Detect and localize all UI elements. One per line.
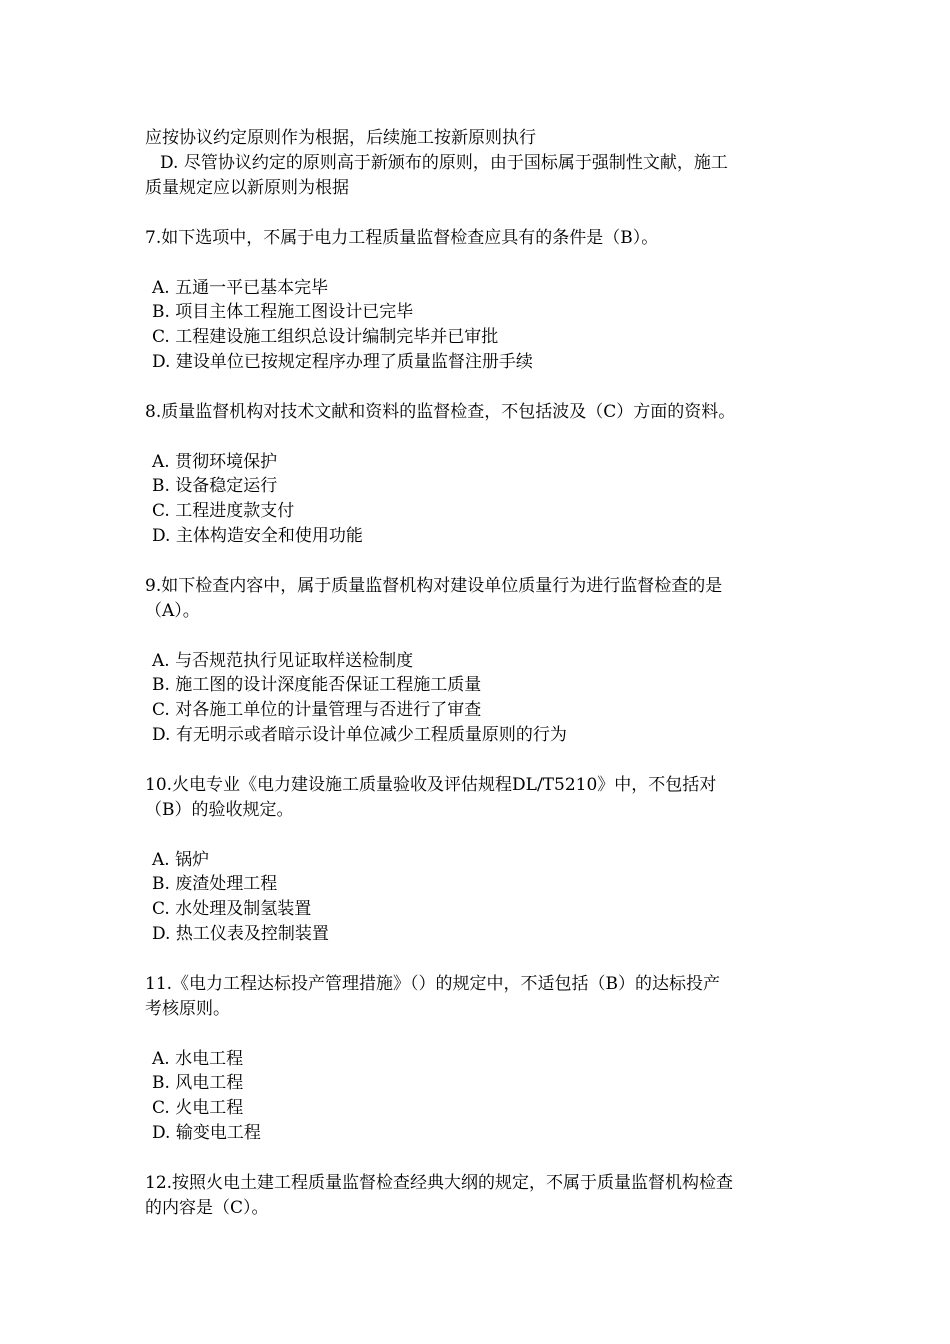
question-7-option-c: C. 工程建设施工组织总设计编制完毕并已审批 bbox=[152, 327, 499, 347]
question-8-option-b: B. 设备稳定运行 bbox=[152, 476, 278, 496]
question-8-option-a: A. 贯彻环境保护 bbox=[152, 452, 278, 472]
question-10-option-b: B. 废渣处理工程 bbox=[152, 874, 278, 894]
question-9-stem: 9.如下检查内容中，属于质量监督机构对建设单位质量行为进行监督检查的是 bbox=[145, 576, 723, 596]
question-7-option-a: A. 五通一平已基本完毕 bbox=[152, 278, 329, 298]
question-9-option-b: B. 施工图的设计深度能否保证工程施工质量 bbox=[152, 675, 482, 695]
question-10-option-d: D. 热工仪表及控制装置 bbox=[152, 924, 329, 944]
intro-option-d: D. 尽管协议约定的原则高于新颁布的原则，由于国标属于强制性文献，施工 bbox=[160, 153, 728, 173]
intro-line-3: 质量规定应以新原则为根据 bbox=[145, 178, 349, 198]
intro-line-1: 应按协议约定原则作为根据，后续施工按新原则执行 bbox=[145, 128, 536, 148]
question-8-option-d: D. 主体构造安全和使用功能 bbox=[152, 526, 363, 546]
question-9-option-d: D. 有无明示或者暗示设计单位减少工程质量原则的行为 bbox=[152, 725, 567, 745]
question-11-option-a: A. 水电工程 bbox=[152, 1049, 244, 1069]
question-9-stem-cont: （A）。 bbox=[145, 601, 200, 621]
question-11-stem-cont: 考核原则。 bbox=[145, 999, 230, 1019]
question-8-option-c: C. 工程进度款支付 bbox=[152, 501, 295, 521]
question-9-option-c: C. 对各施工单位的计量管理与否进行了审查 bbox=[152, 700, 482, 720]
question-10-stem: 10.火电专业《电力建设施工质量验收及评估规程DL/T5210》中，不包括对 bbox=[145, 775, 717, 795]
question-9-option-a: A. 与否规范执行见证取样送检制度 bbox=[152, 651, 414, 671]
question-10-option-a: A. 锅炉 bbox=[152, 850, 210, 870]
question-7-stem: 7.如下选项中，不属于电力工程质量监督检查应具有的条件是（B）。 bbox=[145, 228, 659, 248]
question-11-stem: 11.《电力工程达标投产管理措施》（）的规定中，不适包括（B）的达标投产 bbox=[145, 974, 721, 994]
question-11-option-c: C. 火电工程 bbox=[152, 1098, 244, 1118]
question-10-option-c: C. 水处理及制氢装置 bbox=[152, 899, 312, 919]
question-12-stem: 12.按照火电土建工程质量监督检查经典大纲的规定，不属于质量监督机构检查 bbox=[145, 1173, 734, 1193]
question-10-stem-cont: （B）的验收规定。 bbox=[145, 800, 294, 820]
question-12-stem-cont: 的内容是（C）。 bbox=[145, 1198, 269, 1218]
question-7-option-d: D. 建设单位已按规定程序办理了质量监督注册手续 bbox=[152, 352, 533, 372]
question-11-option-d: D. 输变电工程 bbox=[152, 1123, 261, 1143]
question-8-stem: 8.质量监督机构对技术文献和资料的监督检查，不包括波及（C）方面的资料。 bbox=[145, 402, 736, 422]
question-11-option-b: B. 风电工程 bbox=[152, 1073, 244, 1093]
question-7-option-b: B. 项目主体工程施工图设计已完毕 bbox=[152, 302, 414, 322]
